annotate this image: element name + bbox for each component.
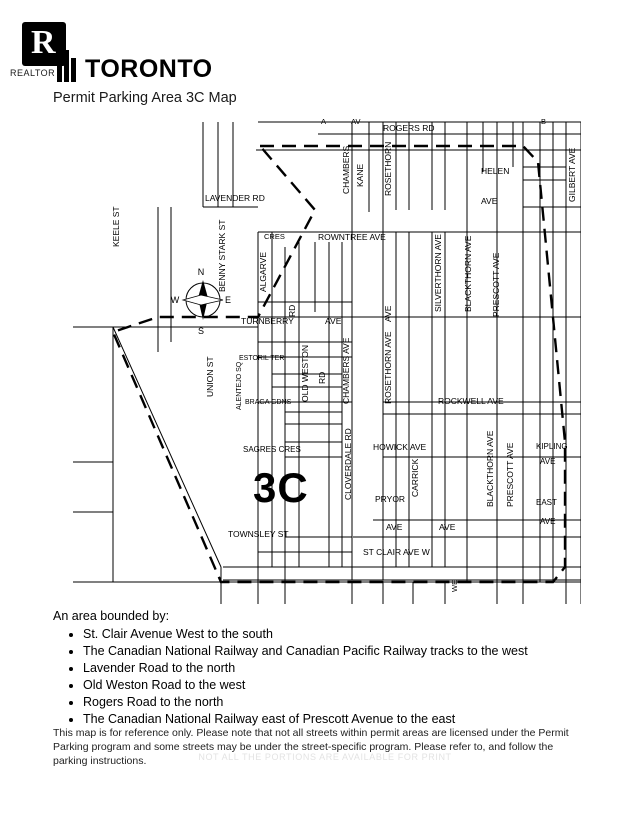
street-label-cloverdale-rd: CLOVERDALE RD xyxy=(343,428,353,500)
street-label-old-weston: OLD WESTON xyxy=(300,345,310,402)
list-item: • Lavender Road to the north xyxy=(83,660,593,677)
street-label-ave-kipling: AVE xyxy=(540,457,556,466)
street-label-chambers-ave: CHAMBERS AVE xyxy=(341,337,351,404)
street-label-rockwell-ave: ROCKWELL AVE xyxy=(438,396,504,406)
street-label-blackthorn-ave-top: BLACKTHORN AVE xyxy=(463,235,473,312)
svg-text:E: E xyxy=(224,295,232,305)
street-label-ave-carrick: AVE xyxy=(439,522,456,532)
street-label-blackthorn-ave-bottom: BLACKTHORN AVE xyxy=(485,430,495,507)
street-label-alentejo-sq: ALENTEJO SQ xyxy=(236,361,243,410)
street-label-prescott-ave-top: PRESCOTT AVE xyxy=(491,252,501,317)
street-label-ave-pryor: AVE xyxy=(386,522,403,532)
street-label-rogers-rd: ROGERS RD xyxy=(383,123,435,133)
street-label-cres: CRES xyxy=(264,232,285,241)
street-label-pryor: PRYOR xyxy=(375,494,406,504)
street-label-lavender-rd: LAVENDER RD xyxy=(205,193,265,203)
realtor-wordmark: REALTOR xyxy=(10,68,56,78)
street-label-ave-east: AVE xyxy=(540,517,556,526)
street-label-sagres-cres: SAGRES CRES xyxy=(243,445,301,454)
toronto-wordmark: TORONTO xyxy=(85,55,213,83)
street-label-ave-turnberry: AVE xyxy=(325,316,342,326)
street-label-b: B xyxy=(541,117,547,126)
street-label-benny-stark-st: BENNY STARK ST xyxy=(217,219,227,292)
street-label-rd-algarve: RD xyxy=(287,304,297,317)
list-item: • The Canadian National Railway and Canadian Pacific Railway tracks to the west xyxy=(83,643,593,660)
street-label-keele-st: KEELE ST xyxy=(111,206,121,247)
street-label-turnberry: TURNBERRY xyxy=(241,316,294,326)
street-label-we: WE xyxy=(450,579,459,592)
watermark-text: NOT ALL THE PORTIONS ARE AVAILABLE FOR PRINT xyxy=(198,752,452,762)
page-title: Permit Parking Area 3C Map xyxy=(53,90,237,106)
list-item: • The Canadian National Railway east of Prescott Avenue to the east xyxy=(83,711,593,728)
street-label-rosethorn-ave: ROSETHORN AVE xyxy=(383,331,393,404)
list-item: • Rogers Road to the north xyxy=(83,694,593,711)
street-label-estoril-ter: ESTORIL TER xyxy=(239,355,285,362)
street-label-a: A xyxy=(321,117,327,126)
svg-text:N: N xyxy=(197,267,205,277)
street-label-kane: KANE xyxy=(355,163,365,187)
street-label-rosethorn-top: ROSETHORN xyxy=(383,141,393,196)
svg-text:S: S xyxy=(197,326,205,336)
street-label-ave-r1: AVE xyxy=(383,305,393,322)
street-label-kipling: KIPLING xyxy=(536,442,568,451)
street-label-union-st: UNION ST xyxy=(205,356,215,397)
street-label-prescott-ave-bottom: PRESCOTT AVE xyxy=(505,442,515,507)
street-label-algarve: ALGARVE xyxy=(258,251,268,292)
street-label-chambers: CHAMBERS xyxy=(341,145,351,194)
street-label-ave-helen: AVE xyxy=(481,196,498,206)
street-label-rowntree-ave: ROWNTREE AVE xyxy=(318,232,386,242)
list-item: • Old Weston Road to the west xyxy=(83,677,593,694)
toronto-bars-icon xyxy=(57,50,79,82)
map-canvas xyxy=(53,112,581,604)
street-label-helen: HELEN xyxy=(481,166,510,176)
map-svg xyxy=(53,112,581,604)
street-label-howick-ave: HOWICK AVE xyxy=(373,442,427,452)
permit-area-label: 3C xyxy=(253,464,309,511)
street-label-braga-gdns: BRAGA GDNS xyxy=(245,399,292,406)
street-label-av: AV xyxy=(351,117,361,126)
street-label-east: EAST xyxy=(536,498,557,507)
street-label-carrick: CARRICK xyxy=(410,458,420,497)
bounded-by-lead: An area bounded by: xyxy=(53,609,170,623)
bounded-by-list xyxy=(53,626,593,728)
street-label-st-clair-ave-w: ST CLAIR AVE W xyxy=(363,547,430,557)
street-label-rd-old-weston: RD xyxy=(317,371,327,384)
svg-text:W: W xyxy=(170,295,180,305)
list-item: • St. Clair Avenue West to the south xyxy=(83,626,593,643)
street-label-silverthorn-ave: SILVERTHORN AVE xyxy=(433,234,443,312)
street-label-townsley-st: TOWNSLEY ST xyxy=(228,529,289,539)
disclaimer-text: This map is for reference only. Please note that not all streets within permit areas are licensed under the Permit Parking program and some streets may be under the street-specific program. Please refer to, and follow the parking instructions. xyxy=(53,727,569,767)
bounded-by-section xyxy=(53,609,593,728)
city-of-toronto-logo xyxy=(57,48,213,82)
street-label-gilbert-ave: GILBERT AVE xyxy=(567,147,577,202)
